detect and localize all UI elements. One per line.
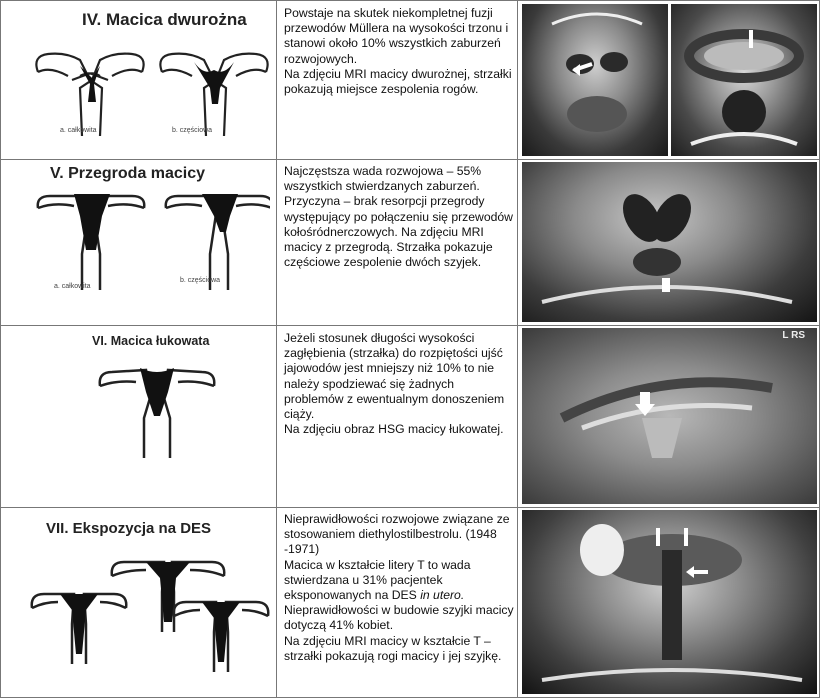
hsg-image [522,328,817,504]
row-divider [0,159,820,160]
row-title: V. Przegroda macicy [50,165,206,182]
diagram-label-b: b. częściowa [172,127,213,134]
description-text: Macica w kształcie litery T to wada stwierdzana u 31% pacjentek eksponowanych na DES [284,557,471,603]
row-divider [0,325,820,326]
column-divider [0,0,1,698]
row-divider [0,507,820,508]
row-description [284,6,514,97]
description-paragraph: Na zdjęciu obraz HSG macicy łukowatej. [284,422,504,437]
description-paragraph: Nieprawidłowości w budowie szyjki macicy dotyczą 41% kobiet. [284,603,514,633]
description-paragraph: Przyczyna – brak resorpcji przegrody występujący po połączeniu się przewodów kołośródnerczowych. Na zdjęciu MRI macicy z przegrodą. Strzałka pokazuje częściowe zespolenie dwóch szyjek. [284,194,513,270]
uterus-diagram-t-shaped [22,544,272,694]
description-paragraph: Jeżeli stosunek długości wysokości zagłębienia (strzałka) do rozpiętości ujść jajowodów jest mniejszy niż 10% to nie należy spodziewać się żadnych problemów z ewentualnym donoszeniem ciąży. [284,331,505,422]
mri-image-septum [522,162,817,322]
column-divider [517,0,518,698]
row-description [284,164,514,270]
description-paragraph: Powstaje na skutek niekompletnej fuzji przewodów Müllera na wysokości trzonu i stanowi około 10% wszystkich zaburzeń rozwojowych. [284,6,509,66]
diagram-label-a: a. całkowita [60,127,97,134]
row-description [284,512,514,664]
description-italic: in utero. [420,588,465,603]
row-title: VII. Ekspozycja na DES [46,520,212,537]
row-title: IV. Macica dwurożna [82,10,247,29]
mri-image-axial [671,4,817,156]
diagram-label-a: a. całkowita [54,283,91,290]
description-paragraph [284,558,514,604]
description-paragraph: Nieprawidłowości rozwojowe związane ze stosowaniem diethylostilbestrolu. (1948 -1971) [284,512,510,557]
description-paragraph: Na zdjęciu MRI macicy dwurożnej, strzałki pokazują miejsce zespolenia rogów. [284,66,512,97]
mri-image-coronal [522,4,668,156]
description-paragraph: Najczęstsza wada rozwojowa – 55% wszystkich stwierdzanych zaburzeń. [284,164,482,194]
uterus-diagram-septate [30,180,270,290]
image-marker: L RS [782,330,805,341]
uterus-diagram-arcuate [94,358,224,458]
row-description [284,331,514,437]
column-divider [276,0,277,698]
row-title: VI. Macica łukowata [92,334,210,348]
row-divider [0,0,820,1]
diagram-label-b: b. częściowa [180,277,221,284]
description-paragraph: Na zdjęciu MRI macicy w kształcie T – strzałki pokazują rogi macicy i jej szyjkę. [284,633,502,663]
mri-image-t-shaped [522,510,817,694]
